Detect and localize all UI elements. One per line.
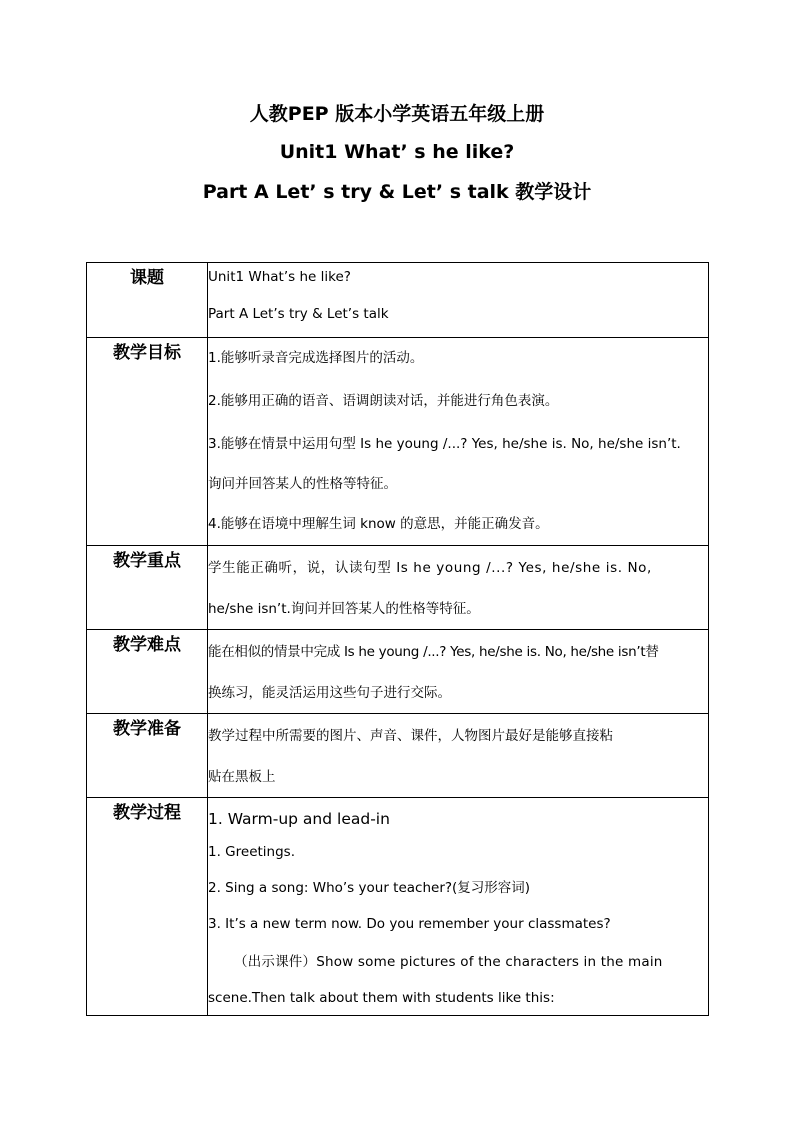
row-label-key-points: 教学重点	[87, 546, 208, 630]
title-line-2: Unit1 What’ s he like?	[279, 141, 515, 163]
objective-line-1: 1.能够听录音完成选择图片的活动。	[208, 350, 424, 366]
row-content-preparation	[208, 714, 709, 798]
process-item-2: 2. Sing a song: Who’s your teacher?(复习形容词)	[208, 880, 531, 896]
row-label-preparation: 教学准备	[87, 714, 208, 798]
objective-line-4: 询问并回答某人的性格等特征。	[208, 476, 397, 492]
process-item-3: 3. It’s a new term now. Do you remember your classmates?	[208, 916, 611, 932]
process-item-1: 1. Greetings.	[208, 844, 295, 860]
row-content-key-points	[208, 546, 709, 630]
row-label-topic: 课题	[87, 263, 208, 338]
table-row-objectives	[87, 338, 709, 546]
objective-line-2: 2.能够用正确的语音、语调朗读对话，并能进行角色表演。	[208, 393, 559, 409]
objective-line-5: 4.能够在语境中理解生词 know 的意思，并能正确发音。	[208, 516, 549, 532]
process-section-heading: 1. Warm-up and lead-in	[208, 810, 390, 828]
topic-line-1: Unit1 What’s he like?	[208, 269, 351, 285]
row-content-topic	[208, 263, 709, 338]
row-label-difficulties: 教学难点	[87, 630, 208, 714]
lesson-plan-table	[86, 262, 709, 1016]
preparation-line-1: 教学过程中所需要的图片、声音、课件，人物图片最好是能够直接粘	[208, 728, 613, 744]
table-row-difficulties	[87, 630, 709, 714]
difficulty-line-1: 能在相似的情景中完成 Is he young /...? Yes, he/she is. No, he/she isn’t替	[208, 644, 659, 660]
key-point-line-1: 学生能正确听，说，认读句型 Is he young /...? Yes, he/she is. No,	[208, 560, 652, 576]
process-paragraph-line-1: （出示课件）Show some pictures of the characters in the main	[234, 954, 663, 970]
row-label-process: 教学过程	[87, 798, 208, 1016]
difficulty-line-2: 换练习，能灵活运用这些句子进行交际。	[208, 685, 451, 701]
title-line-1: 人教PEP 版本小学英语五年级上册	[249, 103, 545, 125]
objective-line-3: 3.能够在情景中运用句型 Is he young /...? Yes, he/she is. No, he/she isn’t.	[208, 436, 681, 452]
row-content-difficulties	[208, 630, 709, 714]
row-content-objectives	[208, 338, 709, 546]
table-row-key-points	[87, 546, 709, 630]
topic-line-2: Part A Let’s try & Let’s talk	[208, 306, 389, 322]
key-point-line-2: he/she isn’t.询问并回答某人的性格等特征。	[208, 601, 480, 617]
row-content-process	[208, 798, 709, 1016]
document-title-block	[0, 104, 794, 214]
table-row-preparation	[87, 714, 709, 798]
table-row-process	[87, 798, 709, 1016]
preparation-line-2: 贴在黑板上	[208, 769, 276, 785]
title-line-3: Part A Let’ s try & Let’ s talk 教学设计	[202, 181, 592, 203]
row-label-objectives: 教学目标	[87, 338, 208, 546]
table-row-topic	[87, 263, 709, 338]
process-paragraph-line-2: scene.Then talk about them with students like this:	[208, 990, 555, 1006]
